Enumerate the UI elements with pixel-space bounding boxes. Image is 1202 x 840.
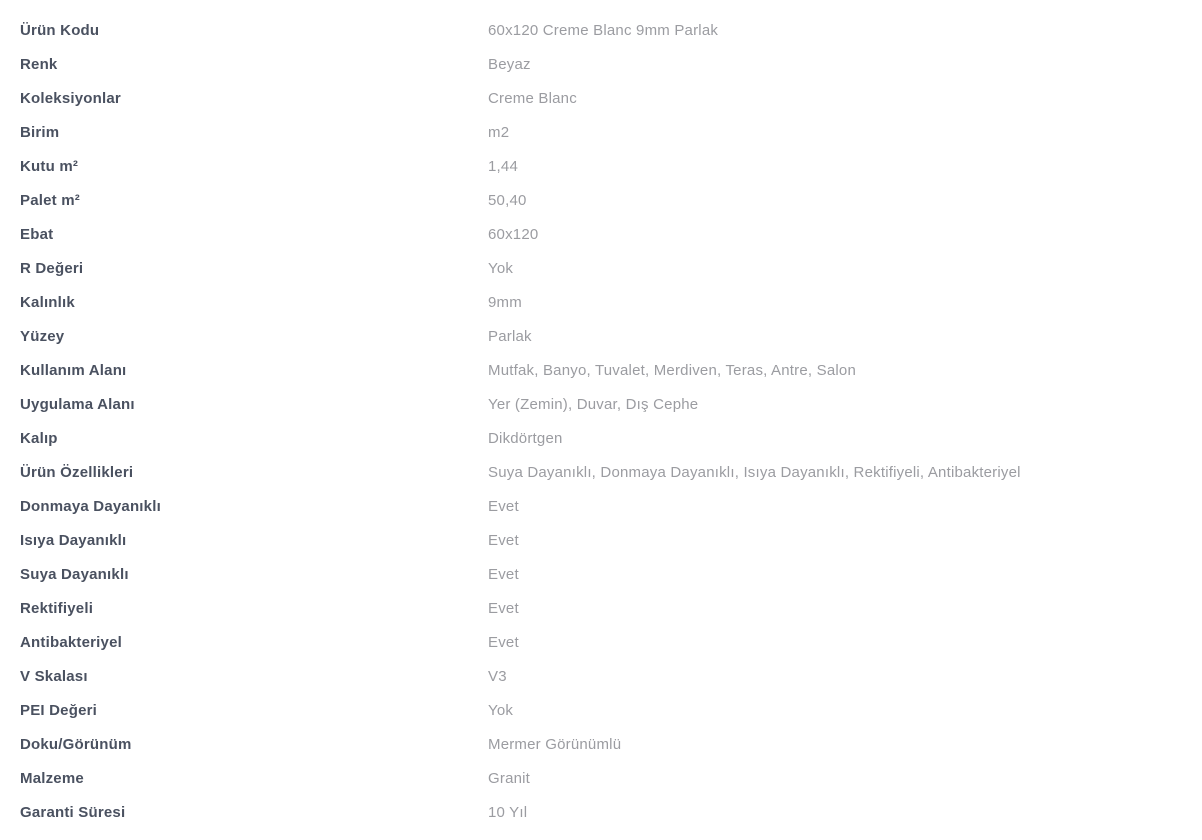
spec-value: 10 Yıl [488, 803, 528, 821]
table-row [0, 761, 1202, 795]
table-row [0, 489, 1202, 523]
spec-value: Evet [488, 633, 519, 651]
spec-label: Uygulama Alanı [20, 395, 135, 413]
spec-label: Palet m² [20, 191, 80, 209]
spec-value: Evet [488, 599, 519, 617]
spec-value: Yok [488, 701, 514, 719]
spec-value: V3 [488, 667, 507, 685]
spec-label: Kalınlık [20, 293, 75, 311]
table-row [0, 217, 1202, 251]
spec-value: m2 [488, 123, 510, 141]
spec-label: V Skalası [20, 667, 88, 685]
spec-value: 1,44 [488, 157, 518, 175]
spec-label: Kutu m² [20, 157, 79, 175]
table-row [0, 727, 1202, 761]
spec-label: Kullanım Alanı [20, 361, 127, 379]
spec-value: Evet [488, 497, 519, 515]
table-row [0, 251, 1202, 285]
table-row [0, 285, 1202, 319]
spec-value: 9mm [488, 293, 522, 311]
table-row [0, 421, 1202, 455]
spec-value: 60x120 [488, 225, 539, 243]
table-row [0, 659, 1202, 693]
table-row [0, 353, 1202, 387]
table-row [0, 795, 1202, 829]
table-row [0, 81, 1202, 115]
spec-value: Beyaz [488, 55, 531, 73]
spec-label: Koleksiyonlar [20, 89, 121, 107]
spec-label: Birim [20, 123, 60, 141]
spec-label: Malzeme [20, 769, 84, 787]
table-row [0, 319, 1202, 353]
spec-label: Ürün Kodu [20, 21, 100, 39]
spec-label: Renk [20, 55, 58, 73]
spec-value: Mermer Görünümlü [488, 735, 622, 753]
spec-label: Rektifiyeli [20, 599, 94, 617]
table-row [0, 183, 1202, 217]
table-row [0, 557, 1202, 591]
spec-label: Suya Dayanıklı [20, 565, 129, 583]
spec-value: Mutfak, Banyo, Tuvalet, Merdiven, Teras, Antre, Salon [488, 361, 857, 379]
spec-value: 50,40 [488, 191, 527, 209]
table-row [0, 149, 1202, 183]
table-row [0, 387, 1202, 421]
table-row [0, 523, 1202, 557]
spec-value: Creme Blanc [488, 89, 577, 107]
spec-label: Garanti Süresi [20, 803, 126, 821]
spec-label: Ürün Özellikleri [20, 463, 134, 481]
table-row [0, 455, 1202, 489]
spec-value: Yok [488, 259, 514, 277]
spec-value: 60x120 Creme Blanc 9mm Parlak [488, 21, 719, 39]
spec-value: Suya Dayanıklı, Donmaya Dayanıklı, Isıya Dayanıklı, Rektifiyeli, Antibakteriyel [488, 463, 1021, 481]
spec-value: Evet [488, 565, 519, 583]
table-row [0, 47, 1202, 81]
spec-value: Parlak [488, 327, 532, 345]
table-row [0, 625, 1202, 659]
table-row [0, 115, 1202, 149]
spec-value: Granit [488, 769, 531, 787]
spec-label: Ebat [20, 225, 54, 243]
spec-label: Yüzey [20, 327, 65, 345]
spec-value: Evet [488, 531, 519, 549]
spec-label: Kalıp [20, 429, 58, 447]
spec-label: R Değeri [20, 259, 84, 277]
spec-value: Dikdörtgen [488, 429, 563, 447]
table-row [0, 591, 1202, 625]
spec-label: Antibakteriyel [20, 633, 122, 651]
table-row [0, 13, 1202, 47]
spec-label: Doku/Görünüm [20, 735, 132, 753]
spec-label: Donmaya Dayanıklı [20, 497, 161, 515]
table-row [0, 693, 1202, 727]
spec-label: Isıya Dayanıklı [20, 531, 127, 549]
spec-value: Yer (Zemin), Duvar, Dış Cephe [488, 395, 699, 413]
spec-label: PEI Değeri [20, 701, 98, 719]
